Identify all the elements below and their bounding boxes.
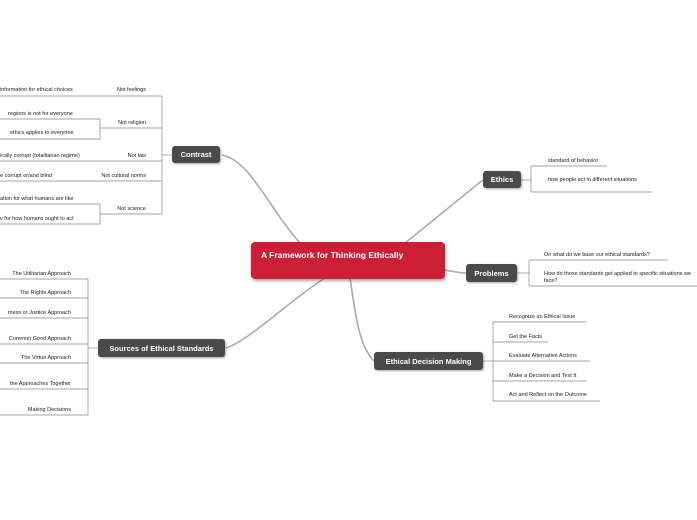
leaf-item: Make a Decision and Test It [509,373,577,379]
ethics-node[interactable] [483,171,521,188]
ethics-label: Ethics [490,175,514,184]
not-cultural-norms-node[interactable]: Not cultural norms [101,173,146,179]
problems-label: Problems [474,268,509,278]
central-topic[interactable] [251,242,445,279]
leaf-item: e corrupt or/and blind [0,173,52,179]
leaf-item: information for ethical choices [0,87,73,93]
contrast-label: Contrast [180,150,212,159]
decision-node[interactable] [374,352,483,370]
central-topic-label: A Framework for Thinking Ethically [261,250,404,260]
leaf-item: how people act in different situations [548,177,637,183]
sources-node[interactable] [98,339,225,357]
leaf-item: ethics applies to everyone [10,130,74,136]
leaf-item: Get the Facts [509,334,543,340]
leaf-item: How do those standards get applied to specific situations we face? [544,271,692,284]
leaf-item: standard of behavior [548,158,599,164]
decision-label: Ethical Decision Making [385,356,472,366]
leaf-item: The Utilitarian Approach [12,271,71,277]
leaf-item: Evaluate Alternative Actions [509,353,577,359]
leaf-item: regions is not for everyone [8,111,73,117]
not-feelings-node[interactable]: Not feelings [116,87,146,93]
leaf-item: The Virtue Approach [20,355,71,361]
leaf-item: Common Good Approach [8,336,71,342]
not-religion-node[interactable]: Not religion [118,120,146,126]
not-science-node[interactable]: Not science [117,206,146,212]
leaf-item: v for how humans ought to act [0,216,74,222]
not-law-node[interactable]: Not law [127,153,146,159]
leaf-item: Act and Reflect on the Outcome [509,392,587,398]
leaf-item: The Rights Approach [19,290,71,296]
problems-node[interactable] [466,264,517,282]
leaf-item: ically corrupt (totalitarian regime) [0,153,80,159]
contrast-node[interactable] [172,146,220,163]
sources-label: Sources of Ethical Standards [109,343,214,353]
leaf-item: ation for what humans are like [0,196,74,202]
leaf-item: the Approaches Together [9,381,71,387]
leaf-item: rness or Justice Approach [7,310,71,316]
leaf-item: Recognize an Ethical Issue [509,314,576,320]
leaf-item: On what do we base our ethical standards? [544,252,650,258]
leaf-item: Making Decisions [27,407,71,413]
